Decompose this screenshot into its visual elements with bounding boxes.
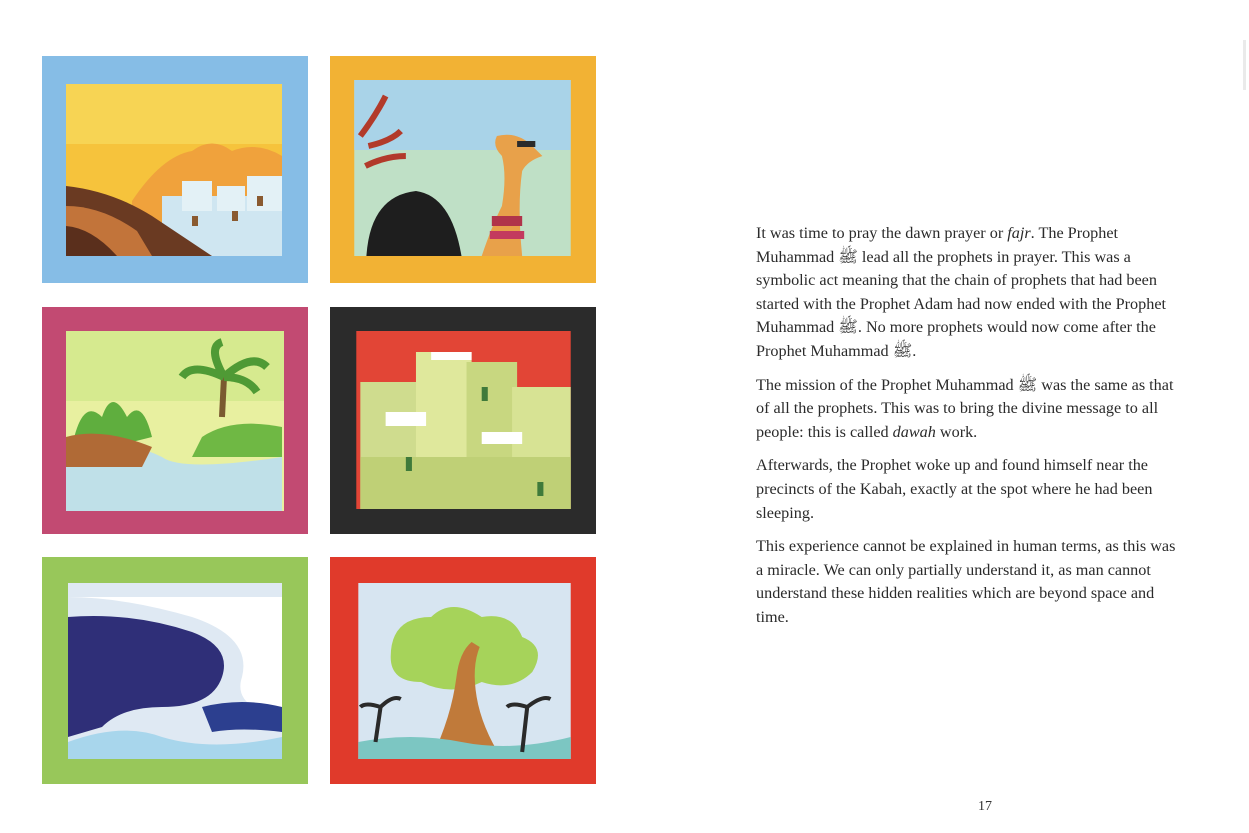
paragraph-text: Afterwards, the Prophet woke up and found himself near the precincts of the Kabah, exactly at the spot where he had been sleeping. [756, 456, 1153, 522]
paragraph [756, 222, 1186, 364]
page-number: 17 [978, 799, 992, 814]
paragraph [756, 374, 1186, 445]
illustration-night-sky [42, 557, 308, 784]
paragraph-text: The mission of the Prophet Muhammad ﷺ was the same as that of all the prophets. This was to bring the divine message to all people: this is called [756, 375, 1174, 441]
illustration-camel [330, 56, 596, 283]
emphasized-term: fajr [1007, 224, 1031, 242]
illustration-tree [330, 557, 596, 784]
emphasized-term: dawah [892, 422, 936, 441]
paragraph-text: . The Prophet Muhammad ﷺ lead all the prophets in prayer. This was a symbolic act meaning that the chain of prophets that had been started with the Prophet Adam had now ended with the Prophet Muhammad ﷺ. No more prophets would now come after the Prophet Muhammad ﷺ. [756, 224, 1167, 360]
paragraph [756, 454, 1186, 525]
paragraph-text: This experience cannot be explained in human terms, as this was a miracle. We can only partially understand it, as man cannot understand these hidden realities which are beyond space and time. [756, 537, 1176, 626]
paragraph-text: It was time to pray the dawn prayer or [756, 224, 1008, 242]
body-text [756, 222, 1186, 640]
illustration-mountain-town [42, 56, 308, 283]
paragraph [756, 535, 1186, 629]
paragraph-text: work. [935, 422, 978, 441]
illustration-oasis [42, 307, 308, 534]
page-edge [1243, 40, 1246, 90]
illustration-city [330, 307, 596, 534]
